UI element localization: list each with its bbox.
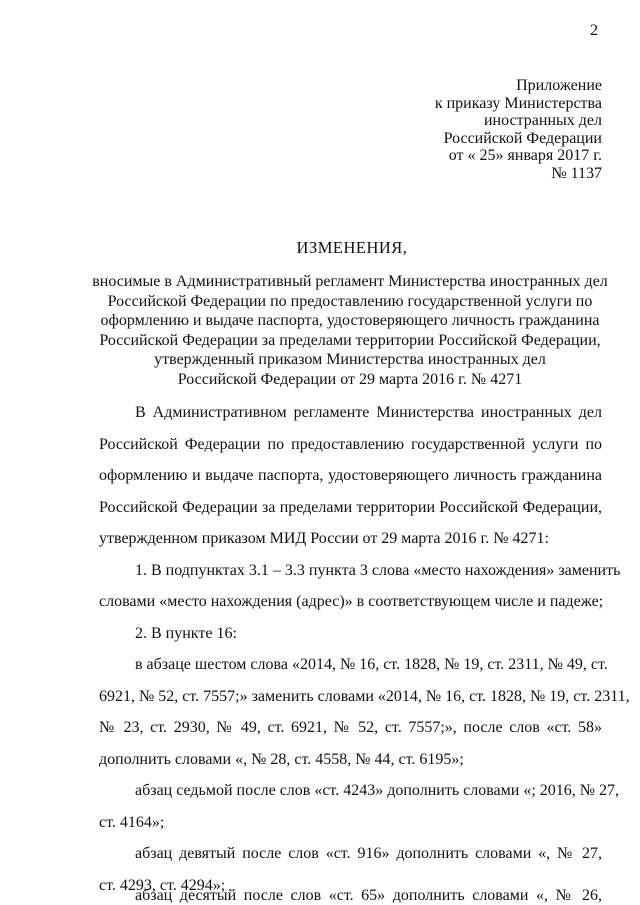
body-line: 2. В пункте 16: — [135, 625, 237, 642]
body-line: 1. В подпунктах 3.1 – 3.3 пункта 3 слова «место нахождения» заменить — [135, 562, 621, 579]
appendix-line: иностранных дел — [483, 112, 602, 130]
appendix-line: Приложение — [516, 77, 602, 94]
body-line: В Административном регламенте Министерства иностранных дел — [135, 404, 602, 421]
appendix-line: Российской Федерации — [443, 129, 602, 147]
body-line: абзац девятый после слов «ст. 916» дополнить словами «, № 27, — [135, 845, 602, 862]
body-line: абзац седьмой после слов «ст. 4243» дополнить словами «; 2016, № 27, — [135, 782, 620, 799]
body-line: Российской Федерации по предоставлению государственной услуги по — [99, 436, 602, 453]
body-line: словами «место нахождения (адрес)» в соответствующем числе и падеже; — [99, 593, 604, 610]
appendix-block — [435, 77, 602, 183]
subtitle-line: Российской Федерации за пределами территории Российской Федерации, — [99, 331, 601, 349]
subtitle-line: оформлению и выдаче паспорта, удостоверяющего личность гражданина — [100, 312, 600, 329]
body-line: утвержденном приказом МИД России от 29 марта 2016 г. № 4271: — [99, 530, 549, 547]
subtitle-line: Российской Федерации по предоставлению государственной услуги по — [107, 292, 593, 310]
body-line: в абзаце шестом слова «2014, № 16, ст. 1828, № 19, ст. 2311, № 49, ст. — [135, 656, 608, 673]
body-line: ст. 4164»; — [99, 814, 165, 831]
body-line: 6921, № 52, ст. 7557;» заменить словами «2014, № 16, ст. 1828, № 19, ст. 2311, — [99, 688, 630, 705]
body-line: абзац десятый после слов «ст. 65» дополнить словами «, № 26, — [135, 887, 602, 904]
subtitle-line: утвержденный приказом Министерства иностранных дел — [154, 351, 546, 368]
document-subtitle — [0, 272, 640, 389]
body-line: ст. 4293, ст. 4294»; — [99, 877, 226, 894]
body-line: оформлению и выдаче паспорта, удостоверяющего личность гражданина — [99, 467, 602, 484]
subtitle-line: вносимые в Административный регламент Министерства иностранных дел — [92, 273, 608, 290]
document-title: ИЗМЕНЕНИЯ, — [296, 238, 408, 257]
body-line: Российской Федерации за пределами территории Российской Федерации, — [99, 499, 602, 516]
appendix-line: к приказу Министерства — [434, 94, 602, 112]
subtitle-line: Российской Федерации от 29 марта 2016 г. № 4271 — [177, 370, 523, 388]
appendix-line: № 1137 — [551, 164, 602, 182]
body-line: № 23, ст. 2930, № 49, ст. 6921, № 52, ст. 7557;», после слов «ст. 58» — [99, 719, 602, 736]
appendix-line: от « 25» января 2017 г. — [448, 147, 602, 165]
body-line: дополнить словами «, № 28, ст. 4558, № 44, ст. 6195»; — [99, 751, 464, 768]
page-number: 2 — [590, 22, 598, 39]
